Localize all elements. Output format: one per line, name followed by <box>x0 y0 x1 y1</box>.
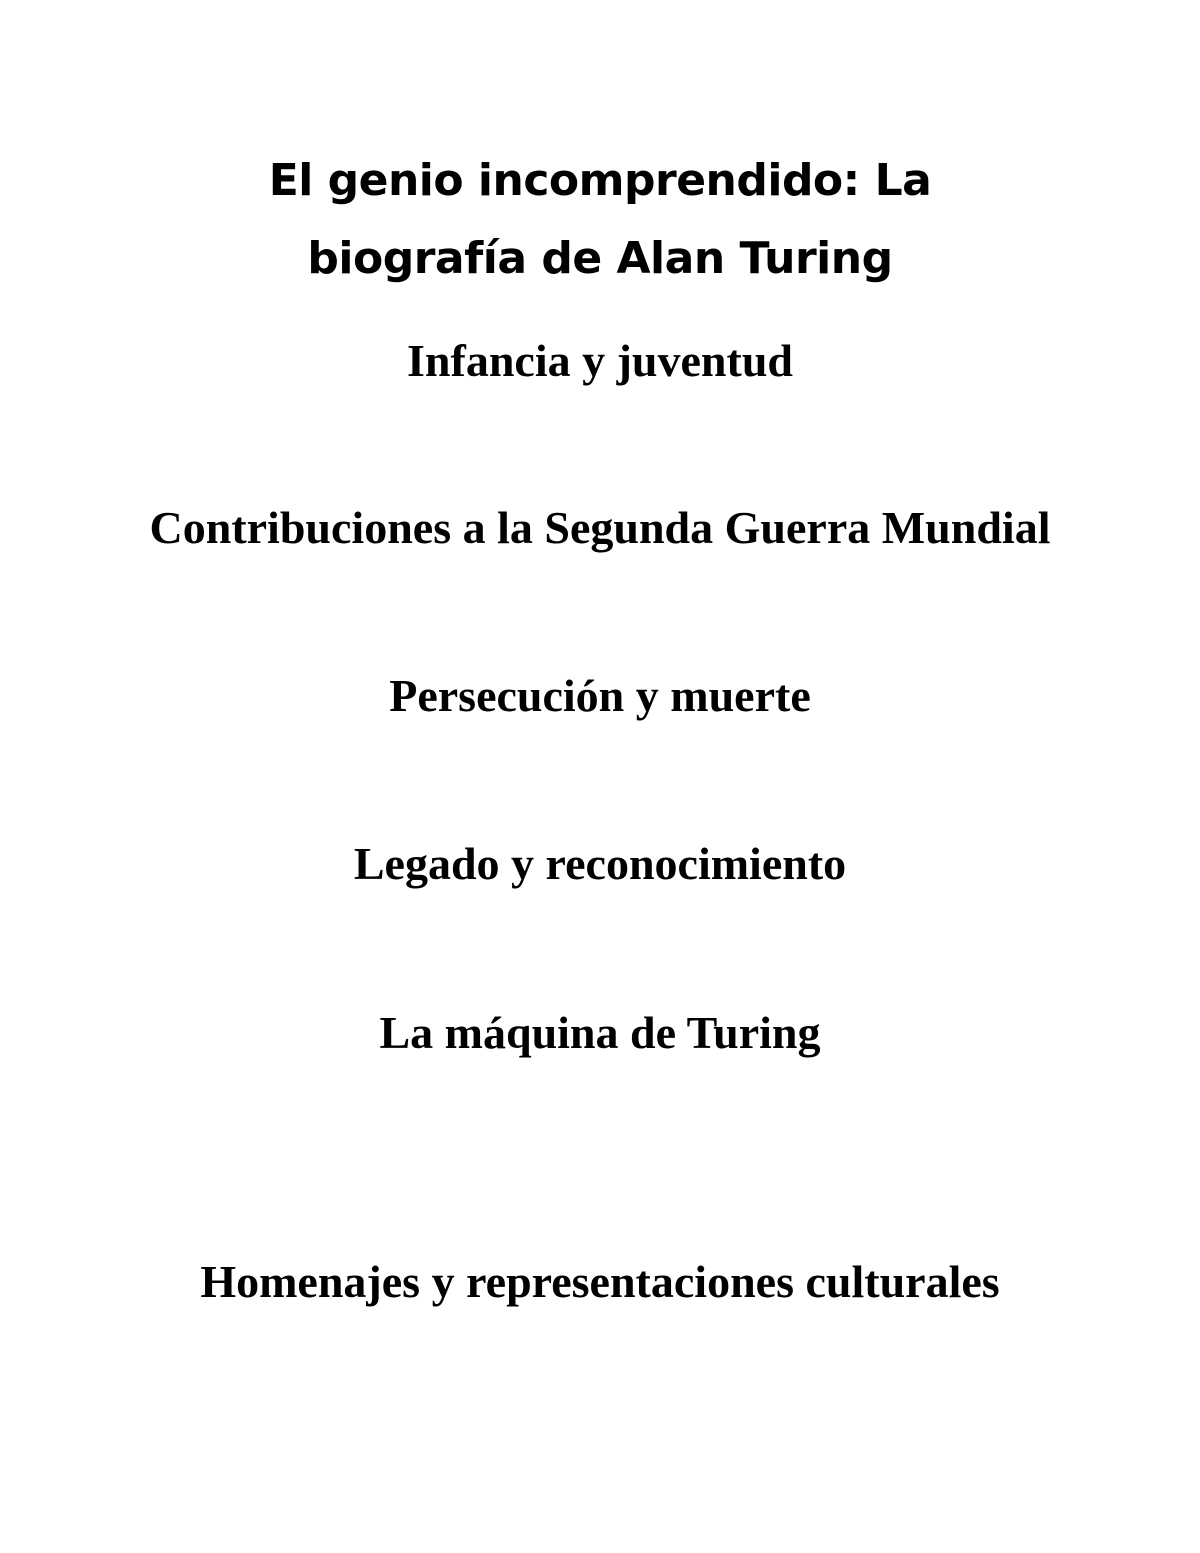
section-heading-persecucion: Persecución y muerte <box>389 670 811 721</box>
title-line-1: El genio incomprendido: La <box>268 155 932 206</box>
section-heading-maquina: La máquina de Turing <box>379 1007 821 1058</box>
section-heading-contribuciones: Contribuciones a la Segunda Guerra Mundial <box>149 502 1051 553</box>
section-heading-homenajes: Homenajes y representaciones culturales <box>200 1256 1000 1307</box>
section-heading-legado: Legado y reconocimiento <box>353 838 847 889</box>
title-line-2: biografía de Alan Turing <box>307 233 893 284</box>
section-heading-infancia: Infancia y juventud <box>407 335 793 386</box>
document-title <box>0 142 1200 298</box>
